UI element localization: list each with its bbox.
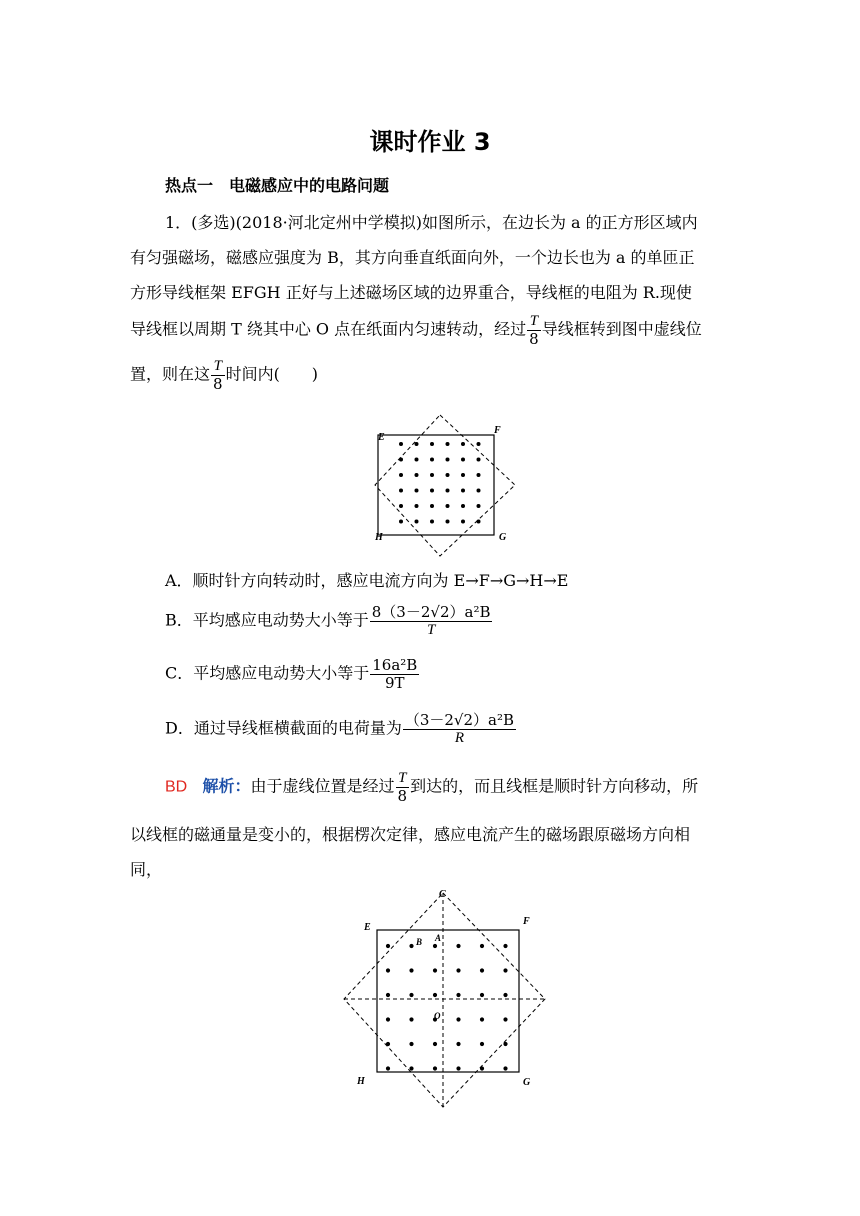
field-dot [477,504,481,508]
field-dot [503,993,507,997]
analysis-fraction [396,770,410,804]
fraction-numerator: T [527,313,541,331]
question-line-4-pre: 导线框以周期 T 绕其中心 O 点在纸面内匀速转动，经过 [130,319,527,339]
field-dot [415,504,419,508]
field-dot [461,504,465,508]
rotated-frame-dashed [344,893,545,1107]
field-dot [446,489,450,493]
question-line-1: 1．(多选)(2018·河北定州中学模拟)如图所示，在边长为 a 的正方形区域内 [165,213,698,232]
field-dot [409,944,413,948]
field-dot [409,1017,413,1021]
option-d [165,712,517,746]
fraction-denominator: 8 [397,786,408,805]
field-dot [477,458,481,462]
label-F: F [494,425,501,436]
label-G: G [523,1077,531,1088]
field-dot [433,1042,437,1046]
field-dot [386,968,390,972]
field-dot [477,473,481,477]
field-dot [480,968,484,972]
field-dot [399,489,403,493]
page-title: 课时作业 3 [369,128,491,156]
option-b-text: B．平均感应电动势大小等于 [165,610,369,630]
field-dot [430,489,434,493]
field-dot [433,1066,437,1070]
field-dot [456,1017,460,1021]
field-dot [456,1042,460,1046]
field-dot [415,520,419,524]
field-dot [415,473,419,477]
question-line-5-pre: 置，则在这 [130,364,211,384]
field-dot [386,944,390,948]
label-H: H [375,532,383,543]
analysis-label: 解析： [202,776,251,796]
field-dot [480,1066,484,1070]
field-dot [433,993,437,997]
field-dot [461,458,465,462]
option-c [165,657,420,691]
field-dot [409,968,413,972]
period-fraction [527,313,541,347]
option-d-text: D．通过导线框横截面的电荷量为 [165,718,402,738]
label-O: O [434,1011,441,1021]
analysis-line-1-post: 到达的，而且线框是顺时针方向移动，所 [410,776,699,796]
question-line-3: 方形导线框架 EFGH 正好与上述磁场区域的边界重合，导线框的电阻为 R.现使 [130,283,692,302]
field-dot [503,1042,507,1046]
field-dots [386,944,508,1071]
figure-1-magnetic-field-diagram [370,410,520,560]
field-dot [456,968,460,972]
question-line-4 [130,313,702,347]
option-c-fraction [370,657,419,691]
field-dot [446,504,450,508]
option-a: A．顺时针方向转动时，感应电流方向为 E→F→G→H→E [165,571,569,590]
field-dot [430,473,434,477]
label-G: G [499,532,507,543]
option-c-text: C．平均感应电动势大小等于 [165,663,370,683]
field-dot [399,442,403,446]
field-dot [461,489,465,493]
field-dot [399,504,403,508]
fraction-numerator: T [211,358,225,376]
field-dots [399,442,481,524]
field-dot [430,504,434,508]
field-dot [477,520,481,524]
field-dot [386,1042,390,1046]
field-dot [409,1066,413,1070]
option-b-numerator: 8（3－2√2）a²B [371,603,491,621]
option-d-fraction [403,712,516,746]
field-dot [433,944,437,948]
field-dot [399,458,403,462]
wire-frame-square [378,435,494,535]
section-heading: 热点一 电磁感应中的电路问题 [165,176,390,195]
field-dot [480,1042,484,1046]
fraction-denominator: 8 [529,329,539,348]
label-A: A [435,933,442,943]
fraction-numerator: T [396,770,410,788]
wire-frame-square [377,930,519,1072]
analysis-line-3: 同， [130,860,163,879]
field-dot [415,458,419,462]
field-dot [446,473,450,477]
field-dot [430,520,434,524]
label-C: C [439,889,446,900]
field-dot [433,968,437,972]
field-dot [503,944,507,948]
field-dot [409,1042,413,1046]
analysis-line-1 [165,770,698,804]
field-dot [446,458,450,462]
field-dot [480,993,484,997]
field-dot [461,520,465,524]
period-fraction-2 [211,358,225,392]
answer-badge: BD [165,778,188,796]
option-c-numerator: 16a²B [372,656,418,674]
field-dot [477,489,481,493]
analysis-line-1-pre: 由于虚线位置是经过 [250,776,395,796]
question-line-2: 有匀强磁场，磁感应强度为 B，其方向垂直纸面向外，一个边长也为 a 的单匝正 [130,248,695,267]
label-H: H [357,1076,365,1087]
field-dot [461,442,465,446]
field-dot [503,968,507,972]
question-line-5-post: 时间内( ) [225,364,319,384]
option-d-numerator: （3－2√2）a²B [404,711,515,729]
field-dot [409,993,413,997]
field-dot [399,520,403,524]
field-dot [503,1066,507,1070]
figure-2-analysis-diagram [340,885,560,1115]
field-dot [503,1017,507,1021]
field-dot [386,993,390,997]
question-line-4-post: 导线框转到图中虚线位 [541,319,702,339]
field-dot [399,473,403,477]
field-dot [386,1017,390,1021]
field-dot [386,1066,390,1070]
field-dot [415,442,419,446]
field-dot [415,489,419,493]
field-dot [456,993,460,997]
field-dot [480,944,484,948]
option-b-fraction [370,604,493,638]
label-E: E [378,432,385,443]
field-dot [430,442,434,446]
field-dot [456,1066,460,1070]
field-dot [456,944,460,948]
field-dot [461,473,465,477]
label-E: E [364,922,371,933]
field-dot [477,442,481,446]
field-dot [480,1017,484,1021]
option-c-denominator: 9T [385,673,405,692]
fraction-denominator: 8 [213,374,223,393]
label-F: F [523,916,530,927]
option-d-denominator: R [454,729,465,746]
option-b [165,604,493,638]
question-line-5 [130,358,318,392]
field-dot [430,458,434,462]
field-dot [446,442,450,446]
analysis-line-2: 以线框的磁通量是变小的，根据楞次定律，感应电流产生的磁场跟原磁场方向相 [130,825,691,844]
field-dot [446,520,450,524]
label-B: B [416,937,423,947]
option-b-denominator: T [426,621,436,638]
